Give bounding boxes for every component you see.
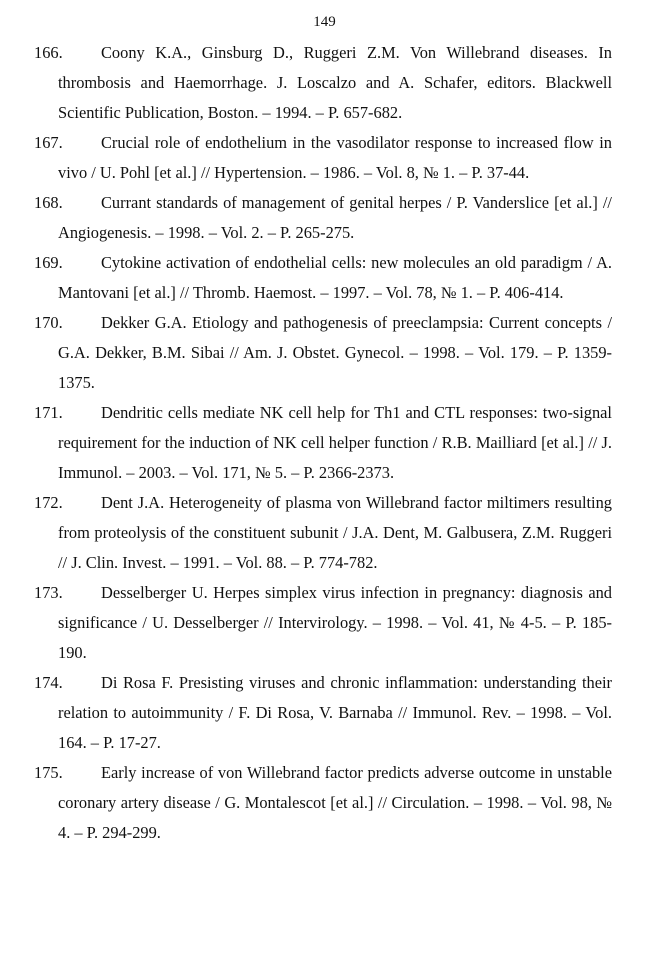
reference-item: [34, 488, 612, 578]
reference-text: Dent J.A. Heterogeneity of plasma von Willebrand factor miltimers resulting from proteolysis of the constituent subunit / J.A. Dent, M. Galbusera, Z.M. Ruggeri // J. Clin. Invest. – 1991. – Vol. 88. – P. 774-782.: [58, 493, 612, 572]
reference-item: [34, 668, 612, 758]
reference-item: [34, 128, 612, 188]
reference-item: [34, 398, 612, 488]
reference-text: Di Rosa F. Presisting viruses and chronic inflammation: understanding their relation to autoimmunity / F. Di Rosa, V. Barnaba // Immunol. Rev. – 1998. – Vol. 164. – P. 17-27.: [58, 673, 612, 752]
reference-number: 171.: [34, 403, 63, 422]
reference-item: [34, 248, 612, 308]
reference-text: Early increase of von Willebrand factor predicts adverse outcome in unstable coronary artery disease / G. Montalescot [et al.] // Circulation. – 1998. – Vol. 98, № 4. – P. 294-299.: [58, 763, 612, 842]
reference-number: 167.: [34, 133, 63, 152]
reference-item: [34, 308, 612, 398]
reference-number: 173.: [34, 583, 63, 602]
reference-text: Currant standards of management of genital herpes / P. Vanderslice [et al.] // Angiogenesis. – 1998. – Vol. 2. – P. 265-275.: [58, 193, 612, 242]
reference-number: 174.: [34, 673, 63, 692]
reference-text: Coony K.A., Ginsburg D., Ruggeri Z.M. Von Willebrand diseases. In thrombosis and Haemorrhage. J. Loscalzo and A. Schafer, editors. Blackwell Scientific Publication, Boston. – 1994. – P. 657-682.: [58, 43, 612, 122]
reference-number: 169.: [34, 253, 63, 272]
reference-number: 168.: [34, 193, 63, 212]
reference-item: [34, 758, 612, 848]
reference-number: 175.: [34, 763, 63, 782]
reference-number: 166.: [34, 43, 63, 62]
reference-text: Cytokine activation of endothelial cells: new molecules an old paradigm / A. Mantovani [et al.] // Thromb. Haemost. – 1997. – Vol. 78, № 1. – P. 406-414.: [58, 253, 612, 302]
reference-item: [34, 578, 612, 668]
reference-list: [34, 38, 612, 848]
reference-number: 170.: [34, 313, 63, 332]
reference-number: 172.: [34, 493, 63, 512]
page-number: 149: [313, 14, 336, 30]
reference-text: Crucial role of endothelium in the vasodilator response to increased flow in vivo / U. Pohl [et al.] // Hypertension. – 1986. – Vol. 8, № 1. – P. 37-44.: [58, 133, 612, 182]
reference-item: [34, 188, 612, 248]
reference-text: Dendritic cells mediate NK cell help for Th1 and CTL responses: two-signal requirement for the induction of NK cell helper function / R.B. Mailliard [et al.] // J. Immunol. – 2003. – Vol. 171, № 5. – P. 2366-2373.: [58, 403, 612, 482]
reference-text: Desselberger U. Herpes simplex virus infection in pregnancy: diagnosis and significance / U. Desselberger // Intervirology. – 1998. – Vol. 41, № 4-5. – P. 185-190.: [58, 583, 612, 662]
reference-item: [34, 38, 612, 128]
reference-text: Dekker G.A. Etiology and pathogenesis of preeclampsia: Current concepts / G.A. Dekker, B.M. Sibai // Am. J. Obstet. Gynecol. – 1998. – Vol. 179. – P. 1359-1375.: [58, 313, 612, 392]
